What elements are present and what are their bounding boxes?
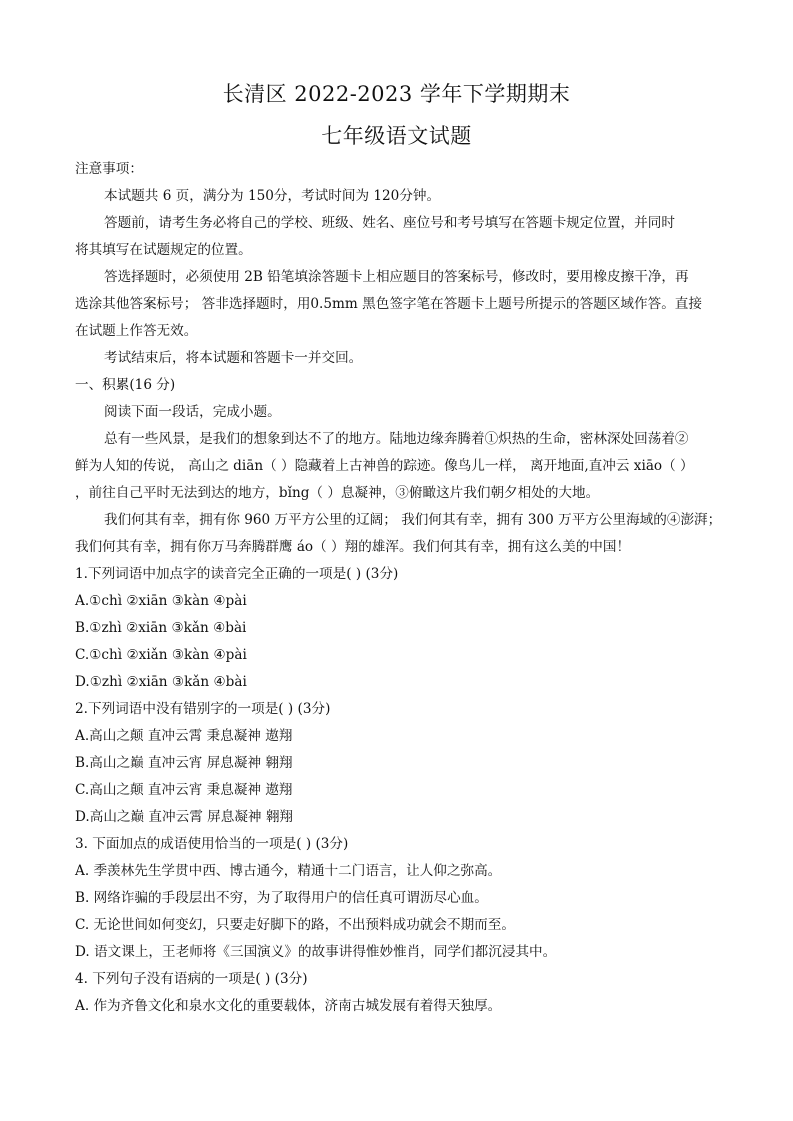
question-stem: 3. 下面加点的成语使用恰当的一项是( ) (3分) xyxy=(75,836,349,852)
question-option: D.①zhì ②xiān ③kǎn ④bài xyxy=(75,674,247,690)
question-option: D. 语文课上，王老师将《三国演义》的故事讲得惟妙惟肖，同学们都沉浸其中。 xyxy=(75,944,557,960)
notice-paragraph: 考试结束后，将本试题和答题卡一并交回。 xyxy=(104,350,363,366)
question-option: B.高山之巅 直冲云宵 屏息凝神 翱翔 xyxy=(75,755,293,771)
notice-paragraph: 本试题共 6 页，满分为 150分，考试时间为 120分钟。 xyxy=(104,188,441,204)
question-option: A.高山之颠 直冲云霄 秉息凝神 遨翔 xyxy=(75,728,293,744)
question-option: A. 作为齐鲁文化和泉水文化的重要载体，济南古城发展有着得天独厚。 xyxy=(75,998,502,1014)
passage-line: 鲜为人知的传说， 高山之 diān（ ）隐藏着上古神兽的踪迹。像鸟儿一样， 离开地面,直冲云 xiāo（ ） xyxy=(75,458,694,474)
question-option: A. 季羡林先生学贯中西、博古通今，精通十二门语言，让人仰之弥高。 xyxy=(75,863,502,879)
question-option: D.高山之巅 直冲云霄 屏息凝神 翱翔 xyxy=(75,809,294,825)
question-option: B. 网络诈骗的手段层出不穷，为了取得用户的信任真可谓沥尽心血。 xyxy=(75,890,488,906)
question-option: A.①chì ②xiān ③kàn ④pài xyxy=(75,593,247,609)
question-stem: 4. 下列句子没有语病的一项是( ) (3分) xyxy=(75,971,308,987)
exam-subtitle: 七年级语文试题 xyxy=(321,124,472,148)
section-heading: 一、积累(16 分) xyxy=(75,377,176,393)
notice-paragraph: 答题前，请考生务必将自己的学校、班级、姓名、座位号和考号填写在答题卡规定位置，并同时 xyxy=(104,215,675,231)
question-option: C.高山之颠 直冲云宵 秉息凝神 遨翔 xyxy=(75,782,293,798)
question-option: C. 无论世间如何变幻，只要走好脚下的路，不出预料成功就会不期而至。 xyxy=(75,917,515,933)
passage-line: 我们何其有幸，拥有你 960 万平方公里的辽阔； 我们何其有幸，拥有 300 万平方公里海域的④澎湃； xyxy=(104,512,722,528)
exam-title: 长清区 2022-2023 学年下学期期末 xyxy=(222,82,571,106)
notice-paragraph: 选涂其他答案标号； 答非选择题时，用0.5mm 黑色签字笔在答题卡上题号所提示的答题区域作答。直接 xyxy=(75,296,702,312)
notice-heading: 注意事项： xyxy=(75,161,143,177)
notice-paragraph: 在试题上作答无效。 xyxy=(75,323,198,339)
passage-line: ，前往自己平时无法到达的地方，bǐng（ ）息凝神，③俯瞰这片我们朝夕相处的大地。 xyxy=(75,485,600,501)
passage-line: 总有一些风景，是我们的想象到达不了的地方。陆地边缘奔腾着①炽热的生命，密林深处回荡着② xyxy=(104,431,689,447)
question-option: B.①zhì ②xiān ③kǎn ④bài xyxy=(75,620,247,636)
notice-paragraph: 答选择题时，必须使用 2B 铅笔填涂答题卡上相应题目的答案标号，修改时，要用橡皮擦干净，再 xyxy=(104,269,689,285)
question-stem: 2.下列词语中没有错别字的一项是( ) (3分) xyxy=(75,701,331,717)
question-option: C.①chì ②xiǎn ③kàn ④pài xyxy=(75,647,247,663)
section-instruction: 阅读下面一段话，完成小题。 xyxy=(104,404,281,420)
notice-paragraph: 将其填写在试题规定的位置。 xyxy=(75,242,252,258)
question-stem: 1.下列词语中加点字的读音完全正确的一项是( ) (3分) xyxy=(75,566,399,582)
passage-line: 我们何其有幸，拥有你万马奔腾群鹰 áo（ ）翔的雄浑。我们何其有幸，拥有这么美的中国！ xyxy=(75,539,631,555)
